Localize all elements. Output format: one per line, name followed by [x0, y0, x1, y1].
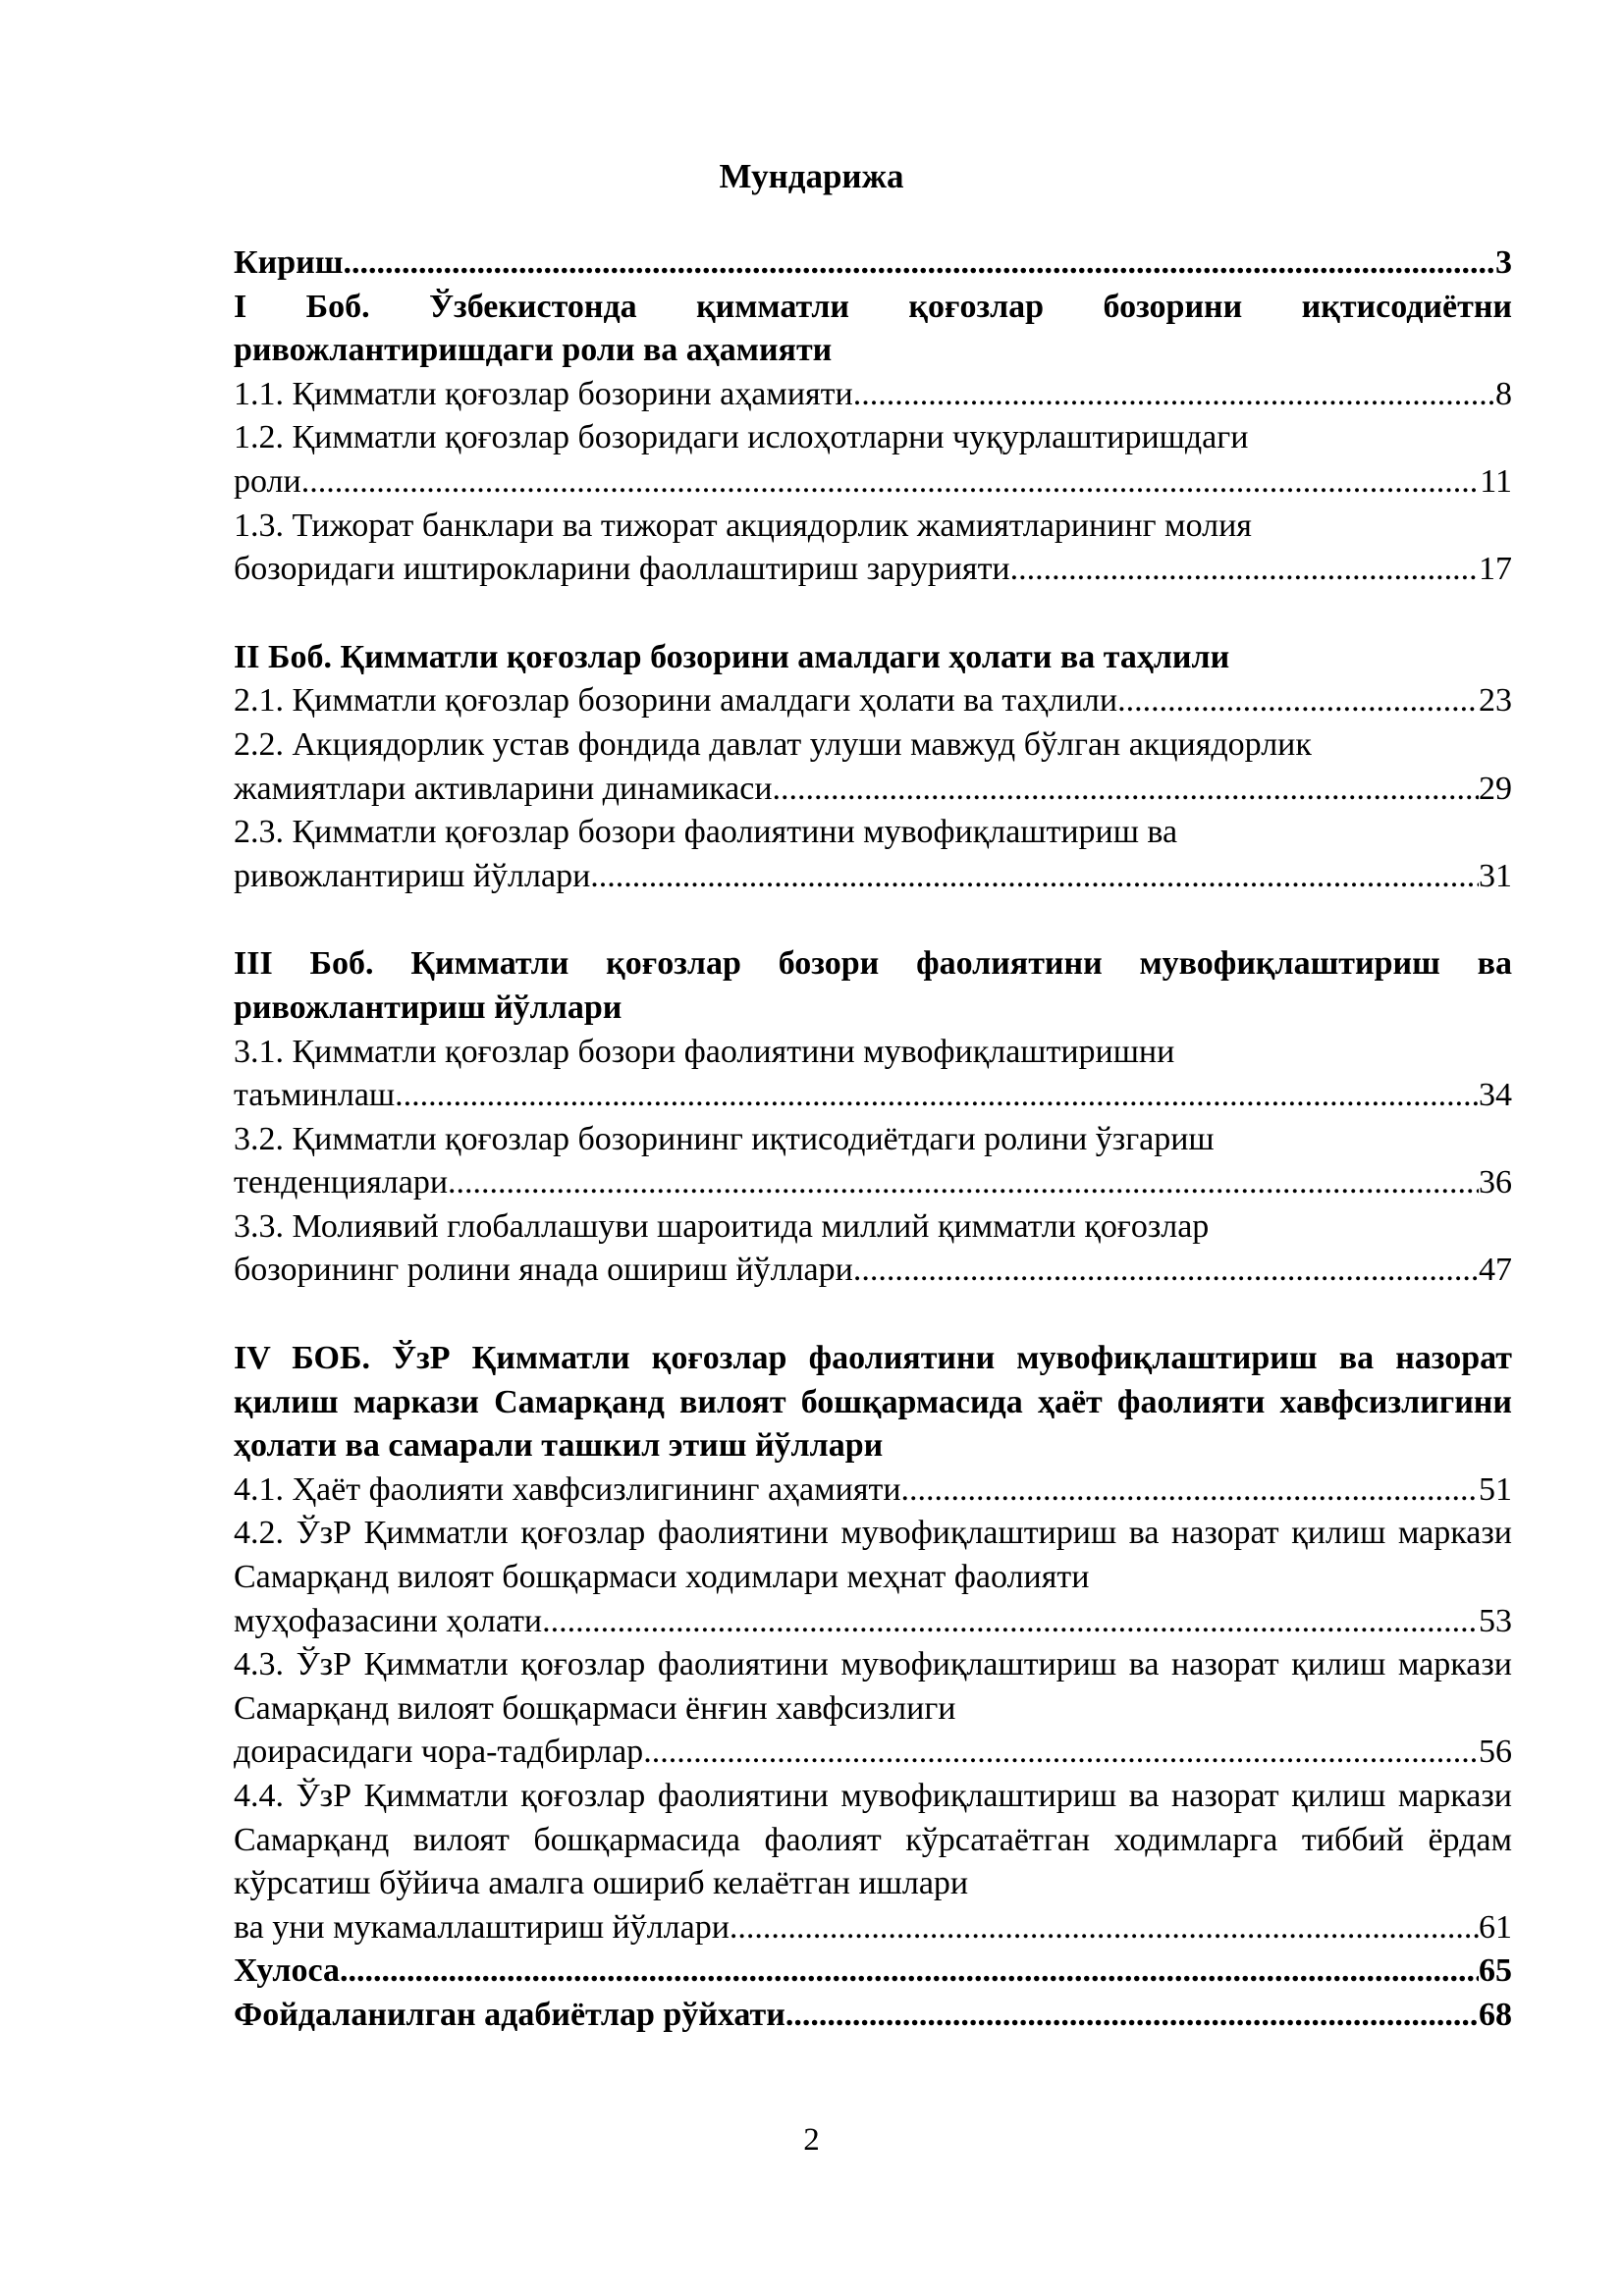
toc-entry-conclusion: [234, 1949, 1512, 1994]
toc-page-number: 8: [1495, 375, 1512, 412]
chapter-1-heading: I Боб. Ўзбекистонда қимматли қоғозлар бозорини иқтисодиётни ривожлантиришдаги роли ва аҳамияти: [234, 288, 1512, 369]
toc-page-number: 61: [1479, 1908, 1512, 1946]
toc-entry-label: бозорининг ролини янада ошириш йўллари: [234, 1252, 853, 1289]
toc-entry-3-3-text: 3.3. Молиявий глобаллашуви шароитида миллий қимматли қоғозлар: [234, 1207, 1210, 1245]
toc-entry-label: Фойдаланилган адабиётлар рўйхати: [234, 1996, 785, 2033]
chapter-3-heading: III Боб. Қимматли қоғозлар бозори фаолиятини мувофиқлаштириш ва ривожлантириш йўллари: [234, 945, 1512, 1026]
toc-entry-1-1: [234, 373, 1512, 417]
dot-leader: [340, 1949, 1479, 1994]
toc-entry-intro: [234, 241, 1512, 286]
toc-entry-label: 4.1. Ҳаёт фаолияти хавфсизлигининг аҳамияти: [234, 1470, 901, 1508]
toc-entry-label: Хулоса: [234, 1952, 340, 1990]
toc-entry-label: Кириш: [234, 244, 344, 281]
toc-page-number: 53: [1479, 1602, 1512, 1639]
toc-page-number: 17: [1479, 551, 1512, 588]
toc-page-number: 65: [1479, 1952, 1512, 1990]
toc-entry-3-2: [234, 1161, 1512, 1205]
toc-entry-4-2-text: 4.2. ЎзР Қимматли қоғозлар фаолиятини мувофиқлаштириш ва назорат қилиш маркази Самарқанд вилоят бошқармаси ходимлари меҳнат фаолияти: [234, 1515, 1512, 1596]
chapter-4-heading: IV БОБ. ЎзР Қимматли қоғозлар фаолиятини мувофиқлаштириш ва назорат қилиш маркази Самарқанд вилоят бошқармасида ҳаёт фаолияти хавфсизлигини ҳолати ва самарали ташкил этиш йўллари: [234, 1340, 1512, 1465]
toc-entry-label: 2.1. Қимматли қоғозлар бозорини амалдаги ҳолати ва таҳлили: [234, 682, 1118, 720]
dot-leader: [853, 1249, 1479, 1293]
dot-leader: [301, 460, 1481, 505]
toc-entry-label: жамиятлари активларини динамикаси: [234, 770, 773, 807]
toc-entry-3-1: [234, 1074, 1512, 1118]
toc-entry-label: роли: [234, 462, 301, 500]
toc-entry-2-3: [234, 855, 1512, 899]
toc-entry-4-2: [234, 1600, 1512, 1644]
toc-page-number: 47: [1479, 1252, 1512, 1289]
dot-leader: [343, 241, 1495, 286]
dot-leader: [901, 1468, 1479, 1513]
toc-entry-1-2-text: 1.2. Қимматли қоғозлар бозоридаги ислоҳотларни чуқурлаштиришдаги: [234, 419, 1249, 456]
toc-entry-2-2: [234, 768, 1512, 812]
dot-leader: [1117, 679, 1479, 723]
page-title: Мундарижа: [719, 157, 904, 195]
toc-page-number: 36: [1479, 1164, 1512, 1201]
dot-leader: [773, 768, 1479, 812]
toc-entry-1-3-text: 1.3. Тижорат банклари ва тижорат акциядорлик жамиятларининг молия: [234, 507, 1252, 544]
toc-entry-2-1: [234, 679, 1512, 723]
toc-entry-label: муҳофазасини ҳолати: [234, 1602, 543, 1639]
spacer: [234, 592, 1512, 636]
page-number: 2: [803, 2122, 820, 2158]
toc-page-number: 51: [1479, 1470, 1512, 1508]
toc-page-number: 11: [1480, 462, 1512, 500]
toc-entry-label: бозоридаги иштирокларини фаоллаштириш зарурияти: [234, 551, 1010, 588]
spacer: [234, 898, 1512, 942]
dot-leader: [785, 1994, 1479, 2038]
dot-leader: [395, 1074, 1479, 1118]
toc-page-number: 3: [1495, 244, 1512, 281]
dot-leader: [542, 1600, 1479, 1644]
toc-entry-references: [234, 1994, 1512, 2038]
spacer: [234, 1293, 1512, 1337]
dot-leader: [643, 1731, 1479, 1775]
toc-entry-1-3: [234, 548, 1512, 592]
toc-entry-4-4-text: 4.4. ЎзР Қимматли қоғозлар фаолиятини мувофиқлаштириш ва назорат қилиш маркази Самарқанд вилоят бошқармасида фаолият кўрсатаётган ходимларга тиббий ёрдам кўрсатиш бўйича амалга ошириб келаётган ишлари: [234, 1778, 1512, 1902]
toc-entry-3-2-text: 3.2. Қимматли қоғозлар бозорининг иқтисодиётдаги ролини ўзгариш: [234, 1120, 1215, 1157]
toc-page-number: 56: [1479, 1734, 1512, 1771]
toc-entry-label: 1.1. Қимматли қоғозлар бозорини аҳамияти: [234, 375, 853, 412]
toc-entry-label: ва уни мукамаллаштириш йўллари: [234, 1908, 730, 1946]
dot-leader: [1010, 548, 1479, 592]
toc-entry-3-3: [234, 1249, 1512, 1293]
toc-entry-label: ривожлантириш йўллари: [234, 857, 591, 894]
dot-leader: [730, 1906, 1479, 1950]
toc-entry-2-3-text: 2.3. Қимматли қоғозлар бозори фаолиятини мувофиқлаштириш ва: [234, 814, 1178, 851]
chapter-2-heading: II Боб. Қимматли қоғозлар бозорини амалдаги ҳолати ва таҳлили: [234, 638, 1230, 675]
toc-entry-label: таъминлаш: [234, 1077, 396, 1114]
toc-entry-4-3: [234, 1731, 1512, 1775]
toc-page-number: 31: [1479, 857, 1512, 894]
dot-leader: [590, 855, 1479, 899]
toc-page-number: 34: [1479, 1077, 1512, 1114]
dot-leader: [853, 373, 1495, 417]
toc-entry-3-1-text: 3.1. Қимматли қоғозлар бозори фаолиятини мувофиқлаштиришни: [234, 1033, 1175, 1070]
table-of-contents: [234, 241, 1512, 2038]
toc-page-number: 29: [1479, 770, 1512, 807]
toc-entry-4-3-text: 4.3. ЎзР Қимматли қоғозлар фаолиятини мувофиқлаштириш ва назорат қилиш маркази Самарқанд вилоят бошқармаси ёнғин хавфсизлиги: [234, 1646, 1512, 1727]
toc-entry-2-2-text: 2.2. Акциядорлик устав фондида давлат улуши мавжуд бўлган акциядорлик: [234, 725, 1312, 763]
dot-leader: [448, 1161, 1479, 1205]
toc-entry-label: доирасидаги чора-тадбирлар: [234, 1734, 644, 1771]
toc-page-number: 23: [1479, 682, 1512, 720]
toc-entry-label: тенденциялари: [234, 1164, 449, 1201]
toc-page-number: 68: [1479, 1996, 1512, 2033]
toc-entry-4-1: [234, 1468, 1512, 1513]
toc-entry-4-4: [234, 1906, 1512, 1950]
toc-entry-1-2: [234, 460, 1512, 505]
